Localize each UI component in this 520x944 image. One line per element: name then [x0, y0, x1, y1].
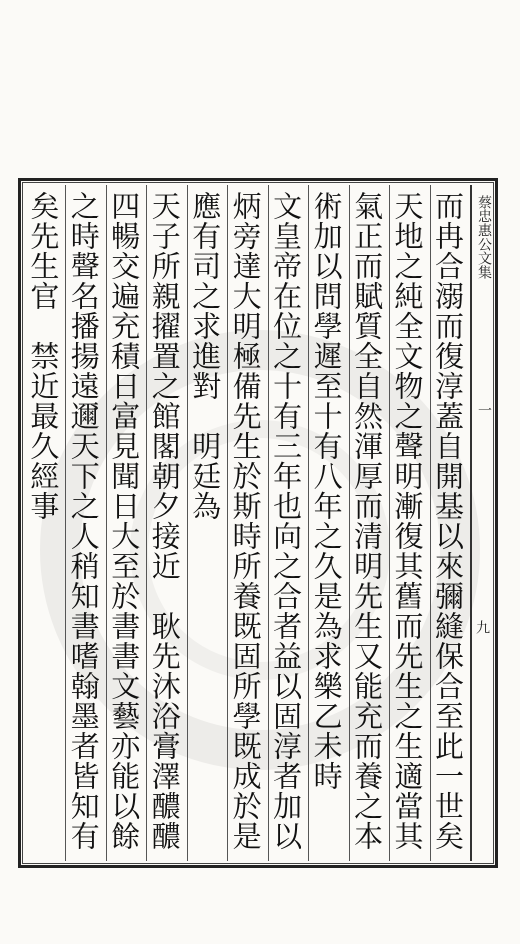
text-column-10: 之時聲名播揚遠邇天下之人稍知書嗜翰墨者皆知有 [65, 185, 105, 861]
margin-title-text: 蔡忠惠公文集 [476, 195, 492, 279]
text-column-9: 四暢交遍充積日富見聞日大至於書書文藝亦能以餘 [106, 185, 146, 861]
text-column-11: 矣先生官 禁近最久經事 [26, 191, 61, 521]
text-column-4: 術加以問學遲至十有八年之久是為求樂乙未時 [308, 185, 348, 861]
text-column-1: 而冉合溺而復淳蓋自開基以來彌縫保合至此一世矣 [430, 185, 470, 861]
text-column-6: 炳旁達大明極備先生於斯時所養既固所學既成於是 [227, 185, 267, 861]
text-column-5: 文皇帝在位之十有三年也向之合者益以固淳者加以 [268, 185, 308, 861]
text-column-8: 天子所親擢置之館閣朝夕接近 耿先沐浴膏澤醲醲 [146, 185, 186, 861]
text-column-3: 氣正而賦質全自然渾厚而清明先生又能充而養之本 [349, 185, 389, 861]
margin-title [470, 185, 494, 861]
text-columns [25, 185, 470, 861]
margin-volume: 一 [476, 403, 492, 418]
margin-page-number: 九 [474, 620, 490, 634]
text-column-2: 天地之純全文物之聲明漸復其舊而先生之生適當其 [389, 185, 429, 861]
text-column-7: 應有司之求進對 明廷為 [187, 185, 227, 861]
